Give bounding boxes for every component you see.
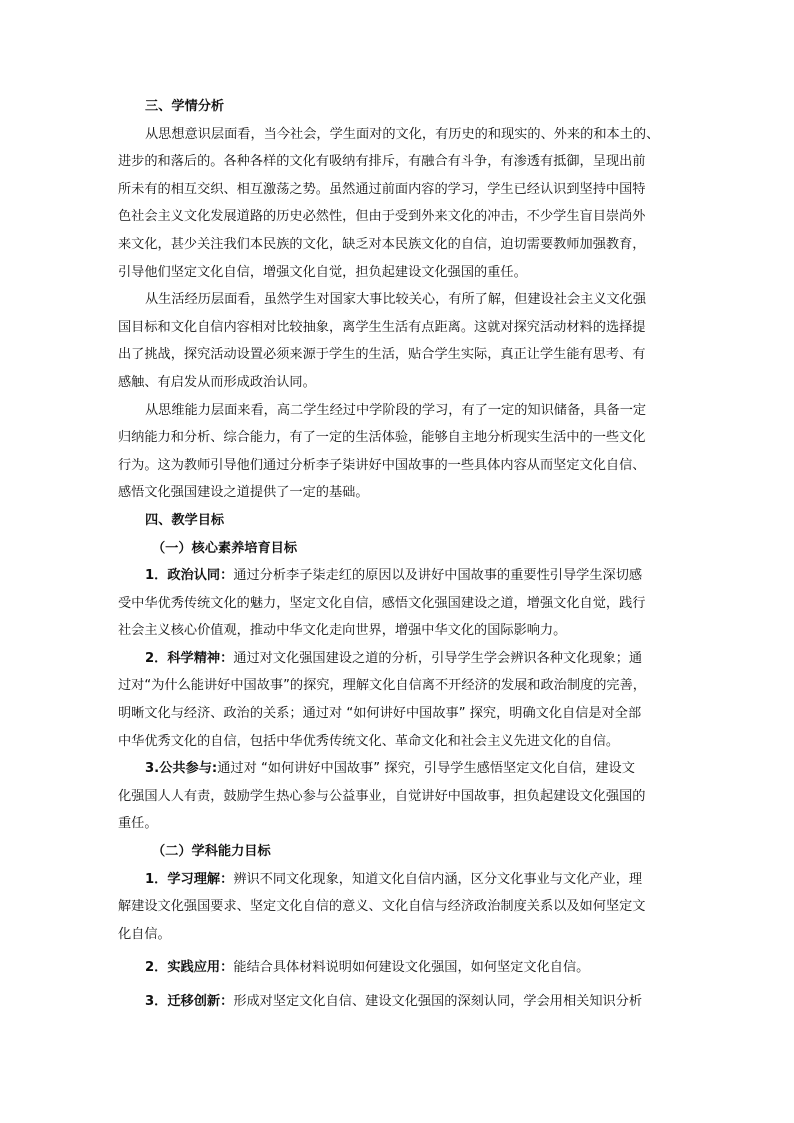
paragraph-thinking-ability: [118, 397, 680, 507]
goal-text: 通过对 “如何讲好中国故事” 探究，引导学生感悟坚定文化自信，建设文: [217, 761, 635, 777]
goal-text: 辨识不同文化现象，知道文化自信内涵，区分文化事业与文化产业，理: [233, 871, 643, 887]
paragraph-line: 过对“为什么能讲好中国故事”的探究，理解文化自信离不开经济的发展和政治制度的完善，: [118, 678, 646, 694]
goal-label: 3．迁移创新：: [145, 994, 234, 1009]
goal-item-transfer-innovation: [118, 988, 680, 1016]
paragraph-line: 化自信。: [118, 926, 171, 942]
goal-label: 1．学习理解：: [145, 871, 234, 887]
paragraph-line: 社会主义核心价值观，推动中华文化走向世界，增强中华文化的国际影响力。: [118, 623, 567, 639]
paragraph-line: 明晰文化与经济、政治的关系；通过对 “如何讲好中国故事” 探究，明确文化自信是对全部: [118, 706, 642, 722]
goal-label: 1．政治认同：: [145, 568, 234, 584]
goal-item-political-identity: [118, 562, 680, 645]
goal-item-public-participation: [118, 755, 680, 838]
paragraph-line: 来文化，甚少关注我们本民族的文化，缺乏对本民族文化的自信，迫切需要教师加强教育，: [118, 236, 646, 252]
goal-item-learning-understanding: [118, 866, 680, 949]
paragraph-line: 色社会主义文化发展道路的历史必然性，但由于受到外来文化的冲击，不少学生盲目崇尚外: [118, 209, 646, 225]
paragraph-line: 从思想意识层面看，当今社会，学生面对的文化，有历史的和现实的、外来的和本土的、: [145, 126, 660, 142]
paragraph-line: 引导他们坚定文化自信，增强文化自觉，担负起建设文化强国的重任。: [118, 264, 527, 280]
paragraph-line: 受中华优秀传统文化的魅力，坚定文化自信，感悟文化强国建设之道，增强文化自觉，践行: [118, 595, 646, 611]
paragraph-line: 国目标和文化自信内容相对比较抽象，离学生生活有点距离。这就对探究活动材料的选择提: [118, 319, 646, 335]
goal-text: 通过对文化强国建设之道的分析，引导学生学会辨识各种文化现象；通: [233, 650, 643, 666]
paragraph-line: 感悟文化强国建设之道提供了一定的基础。: [118, 485, 369, 501]
paragraph-line: 归纳能力和分析、综合能力，有了一定的生活体验，能够自主地分析现实生活中的一些文化: [118, 430, 646, 446]
goal-label: 2．实践应用：: [145, 960, 234, 976]
paragraph-line: 出了挑战，探究活动设置必须来源于学生的生活，贴合学生实际，真正让学生能有思考、有: [118, 347, 646, 363]
goal-item-scientific-spirit: [118, 645, 680, 755]
document-body: [118, 93, 680, 1016]
paragraph-line: 行为。这为教师引导他们通过分析李子柒讲好中国故事的一些具体内容从而坚定文化自信、: [118, 457, 646, 473]
goal-label: 2．科学精神：: [145, 650, 234, 666]
section-heading-teaching-goals: 四、教学目标: [145, 512, 225, 528]
goal-item-practical-application: [118, 954, 680, 982]
goal-text: 形成对坚定文化自信、建设文化强国的深刻认同，学会用相关知识分析: [233, 994, 643, 1009]
paragraph-line: 进步的和落后的。各种各样的文化有吸纳有排斥，有融合有斗争，有渗透有抵御，呈现出前: [118, 154, 646, 170]
section-heading-student-analysis: 三、学情分析: [145, 99, 225, 114]
paragraph-line: 化强国人人有责，鼓励学生热心参与公益事业，自觉讲好中国故事，担负起建设文化强国的: [118, 788, 646, 804]
paragraph-life-experience: [118, 286, 680, 396]
goal-text: 能结合具体材料说明如何建设文化强国，如何坚定文化自信。: [233, 960, 590, 976]
paragraph-ideology: [118, 121, 680, 287]
subheading-subject-ability: （二）学科能力目标: [152, 844, 271, 860]
paragraph-line: 感触、有启发从而形成政治认同。: [118, 374, 316, 390]
paragraph-line: 所未有的相互交织、相互激荡之势。虽然通过前面内容的学习，学生已经认识到坚持中国特: [118, 181, 646, 197]
goal-text: 通过分析李子柒走红的原因以及讲好中国故事的重要性引导学生深切感: [233, 568, 643, 584]
paragraph-line: 中华优秀文化的自信，包括中华优秀传统文化、革命文化和社会主义先进文化的自信。: [118, 733, 620, 749]
subheading-core-literacy: （一）核心素养培育目标: [152, 540, 298, 556]
goal-label: 3.公共参与:: [145, 761, 218, 777]
paragraph-line: 重任。: [118, 816, 158, 832]
paragraph-line: 解建设文化强国要求、坚定文化自信的意义、文化自信与经济政治制度关系以及如何坚定文: [118, 899, 646, 915]
paragraph-line: 从思维能力层面来看，高二学生经过中学阶段的学习，有了一定的知识储备，具备一定: [145, 402, 647, 418]
paragraph-line: 从生活经历层面看，虽然学生对国家大事比较关心，有所了解，但建设社会主义文化强: [145, 292, 647, 308]
